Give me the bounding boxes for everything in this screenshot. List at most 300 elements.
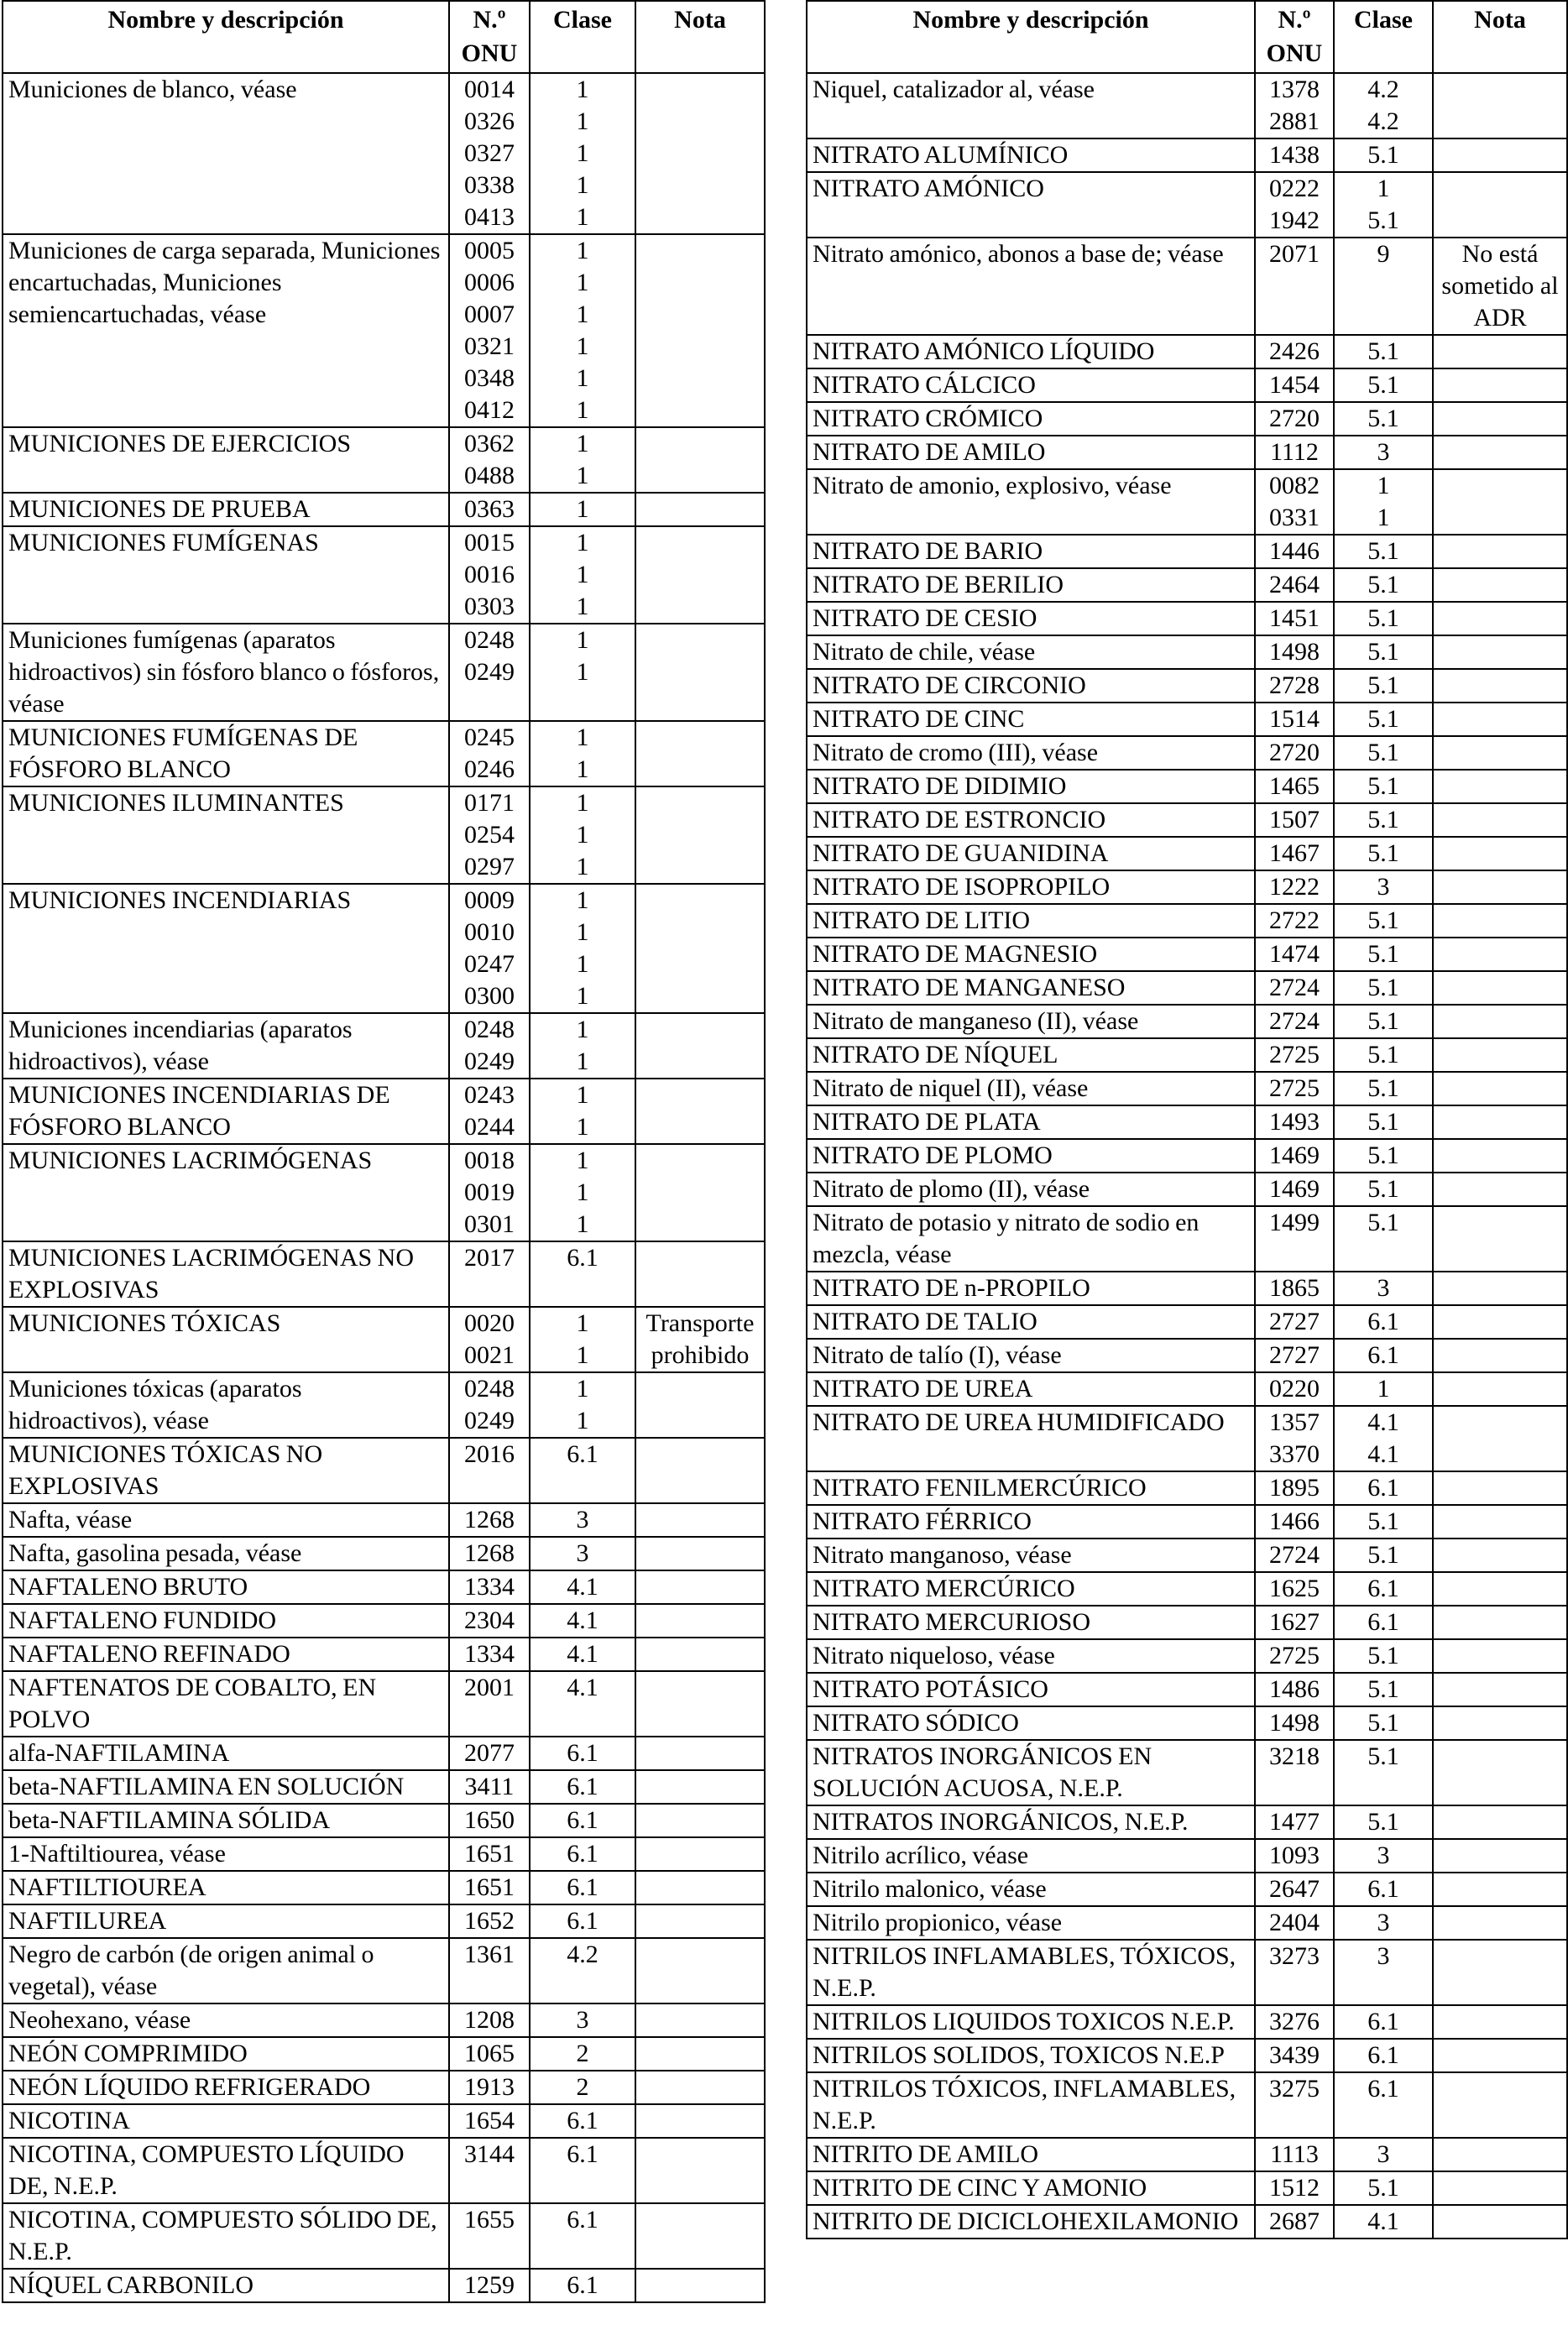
- note-cell: [635, 2003, 765, 2037]
- onu-number: 2720: [1269, 739, 1320, 766]
- table-row: [807, 703, 1567, 736]
- onu-number-cell: [1255, 803, 1334, 837]
- substance-name: 1-Naftiltiourea, véase: [3, 1837, 449, 1871]
- note-cell: [1433, 1139, 1567, 1173]
- onu-number-cell: [449, 1307, 530, 1372]
- onu-number: 0021: [464, 1341, 515, 1369]
- table-row: [807, 803, 1567, 837]
- onu-number-cell: [449, 786, 530, 884]
- class-cell: [530, 1904, 635, 1938]
- onu-number-cell: [1255, 1305, 1334, 1339]
- table-row: [807, 2171, 1567, 2205]
- substance-name: MUNICIONES DE PRUEBA: [3, 493, 449, 526]
- hazard-class: 1: [576, 755, 589, 783]
- note-cell: [1433, 2005, 1567, 2039]
- note-cell: [1433, 1873, 1567, 1906]
- table-row: [3, 73, 765, 234]
- right-dangerous-goods-table: [806, 0, 1568, 2239]
- table-row: [3, 1804, 765, 1837]
- hazard-class: 3: [1377, 873, 1390, 901]
- onu-number: 0362: [464, 430, 515, 457]
- note-cell: [635, 721, 765, 786]
- onu-number-cell: [449, 2138, 530, 2203]
- table-row: [807, 1139, 1567, 1173]
- substance-name: Municiones tóxicas (aparatos hidroactivos), véase: [3, 1372, 449, 1438]
- header-clase: Clase: [1334, 1, 1433, 73]
- hazard-class: 6.1: [567, 1244, 598, 1272]
- onu-number: 1446: [1269, 537, 1320, 565]
- substance-name: Nitrato amónico, abonos a base de; véase: [807, 238, 1255, 335]
- hazard-class: 1: [1377, 175, 1390, 202]
- substance-name: NITRATO ALUMÍNICO: [807, 138, 1255, 172]
- table-row: [807, 1839, 1567, 1873]
- hazard-class: 1: [576, 724, 589, 751]
- note-cell: [1433, 73, 1567, 138]
- onu-number: 0082: [1269, 472, 1320, 499]
- note-cell: [1433, 335, 1567, 368]
- substance-name: NITRATO DE LITIO: [807, 904, 1255, 938]
- onu-number-cell: [1255, 1005, 1334, 1038]
- onu-number-cell: [1255, 469, 1334, 535]
- onu-number: 2727: [1269, 1308, 1320, 1335]
- note-cell: [635, 1671, 765, 1737]
- class-cell: [530, 1144, 635, 1241]
- onu-number: 1498: [1269, 1709, 1320, 1737]
- hazard-class: 1: [576, 396, 589, 424]
- class-cell: [1334, 803, 1433, 837]
- hazard-class: 1: [576, 139, 589, 167]
- substance-name: NITRATO DE ESTRONCIO: [807, 803, 1255, 837]
- class-cell: [530, 1372, 635, 1438]
- table-row: [807, 1072, 1567, 1105]
- onu-number: 0413: [464, 203, 515, 231]
- onu-number: 2404: [1269, 1909, 1320, 1936]
- class-cell: [530, 234, 635, 427]
- hazard-class: 4.1: [567, 1573, 598, 1601]
- note-cell: [635, 526, 765, 624]
- table-row: [807, 138, 1567, 172]
- onu-number-cell: [1255, 1572, 1334, 1606]
- table-row: [3, 1013, 765, 1079]
- table-row: [807, 1339, 1567, 1372]
- note-cell: [1433, 568, 1567, 602]
- onu-number: 0248: [464, 1375, 515, 1403]
- hazard-class: 1: [576, 529, 589, 556]
- onu-number: 2647: [1269, 1875, 1320, 1903]
- class-cell: [1334, 1038, 1433, 1072]
- class-cell: [1334, 1606, 1433, 1639]
- onu-number: 2881: [1269, 107, 1320, 135]
- onu-number-cell: [449, 1904, 530, 1938]
- table-row: [807, 2039, 1567, 2072]
- note-cell: [1433, 971, 1567, 1005]
- onu-number-cell: [1255, 436, 1334, 469]
- onu-number: 2724: [1269, 1007, 1320, 1035]
- hazard-class: 6.1: [567, 1773, 598, 1800]
- hazard-class: 5.1: [1367, 206, 1399, 234]
- note-cell: [1433, 2205, 1567, 2239]
- onu-number-cell: [449, 1013, 530, 1079]
- onu-number: 2722: [1269, 906, 1320, 934]
- table-row: [3, 2138, 765, 2203]
- onu-number-cell: [1255, 938, 1334, 971]
- hazard-class: 5.1: [1367, 839, 1399, 867]
- class-cell: [530, 427, 635, 493]
- substance-name: Nitrato niqueloso, véase: [807, 1639, 1255, 1673]
- onu-number-cell: [449, 73, 530, 234]
- substance-name: NITRATO DE MANGANESO: [807, 971, 1255, 1005]
- class-cell: [530, 624, 635, 721]
- header-name: Nombre y descripción: [3, 1, 449, 73]
- hazard-class: 5.1: [1367, 806, 1399, 833]
- note-cell: [635, 624, 765, 721]
- class-cell: [1334, 1471, 1433, 1505]
- hazard-class: 4.1: [567, 1606, 598, 1634]
- hazard-class: 5.1: [1367, 671, 1399, 699]
- table-row: [3, 884, 765, 1013]
- onu-number-cell: [449, 1503, 530, 1537]
- hazard-class: 5.1: [1367, 1175, 1399, 1203]
- hazard-class: 3: [1377, 438, 1390, 466]
- onu-number-cell: [449, 234, 530, 427]
- onu-number: 0020: [464, 1309, 515, 1337]
- table-row: [807, 2138, 1567, 2171]
- onu-number-cell: [449, 1241, 530, 1307]
- hazard-class: 1: [576, 107, 589, 135]
- hazard-class: 5.1: [1367, 371, 1399, 399]
- class-cell: [530, 2138, 635, 2203]
- hazard-class: 5.1: [1367, 604, 1399, 632]
- substance-name: Nitrilo acrílico, véase: [807, 1839, 1255, 1873]
- onu-number: 0327: [464, 139, 515, 167]
- hazard-class: 1: [576, 982, 589, 1010]
- table-row: [3, 1770, 765, 1804]
- table-row: [3, 1438, 765, 1503]
- header-row: [3, 1, 765, 73]
- note-cell: [1433, 1673, 1567, 1706]
- hazard-class: 6.1: [1367, 1608, 1399, 1636]
- substance-name: NITRILOS SOLIDOS, TOXICOS N.E.P: [807, 2039, 1255, 2072]
- table-row: [807, 568, 1567, 602]
- hazard-class: 6.1: [567, 2107, 598, 2134]
- substance-name: NITRATO AMÓNICO: [807, 172, 1255, 238]
- hazard-class: 3: [1377, 2140, 1390, 2168]
- onu-number: 3411: [464, 1773, 515, 1800]
- onu-number-cell: [1255, 2171, 1334, 2205]
- table-row: [807, 602, 1567, 635]
- note-cell: [1433, 1005, 1567, 1038]
- note-cell: [635, 2269, 765, 2302]
- class-cell: [530, 1770, 635, 1804]
- hazard-class: 1: [576, 203, 589, 231]
- note-cell: [1433, 837, 1567, 870]
- class-cell: [1334, 1072, 1433, 1105]
- substance-name: NITRATO DE NÍQUEL: [807, 1038, 1255, 1072]
- hazard-class: 1: [576, 886, 589, 914]
- hazard-class: 1: [576, 364, 589, 392]
- onu-number-cell: [449, 493, 530, 526]
- substance-name: Neohexano, véase: [3, 2003, 449, 2037]
- table-row: [807, 736, 1567, 770]
- class-cell: [1334, 1505, 1433, 1539]
- onu-number-cell: [1255, 669, 1334, 703]
- hazard-class: 3: [576, 2006, 589, 2034]
- substance-name: NÍQUEL CARBONILO: [3, 2269, 449, 2302]
- hazard-class: 6.1: [1367, 1308, 1399, 1335]
- note-cell: [1433, 1505, 1567, 1539]
- onu-number: 1259: [464, 2271, 515, 2299]
- onu-number: 1507: [1269, 806, 1320, 833]
- note-cell: [1433, 669, 1567, 703]
- hazard-class: 5.1: [1367, 772, 1399, 800]
- onu-number: 0300: [464, 982, 515, 1010]
- note-cell: [1433, 138, 1567, 172]
- onu-number-cell: [449, 1804, 530, 1837]
- class-cell: [1334, 703, 1433, 736]
- substance-name: NITRATO DE MAGNESIO: [807, 938, 1255, 971]
- onu-number-cell: [1255, 73, 1334, 138]
- onu-number: 2017: [464, 1244, 515, 1272]
- onu-number: 0488: [464, 462, 515, 489]
- note-cell: [1433, 1572, 1567, 1606]
- class-cell: [1334, 1339, 1433, 1372]
- hazard-class: 4.1: [1367, 2207, 1399, 2235]
- class-cell: [530, 1438, 635, 1503]
- onu-number-cell: [449, 1837, 530, 1871]
- onu-number: 1268: [464, 1506, 515, 1533]
- onu-number: 1469: [1269, 1175, 1320, 1203]
- substance-name: MUNICIONES INCENDIARIAS DE FÓSFORO BLANCO: [3, 1079, 449, 1144]
- onu-number: 2426: [1269, 337, 1320, 365]
- class-cell: [1334, 335, 1433, 368]
- note-cell: [1433, 938, 1567, 971]
- header-nota: Nota: [635, 1, 765, 73]
- onu-number: 0331: [1269, 504, 1320, 531]
- note-cell: [1433, 1906, 1567, 1940]
- note-cell: [1433, 602, 1567, 635]
- onu-number-cell: [449, 1671, 530, 1737]
- hazard-class: 6.1: [567, 1873, 598, 1901]
- hazard-class: 5.1: [1367, 1041, 1399, 1068]
- substance-name: Municiones incendiarias (aparatos hidroactivos), véase: [3, 1013, 449, 1079]
- onu-number-cell: [1255, 1139, 1334, 1173]
- hazard-class: 6.1: [1367, 2075, 1399, 2103]
- hazard-class: 1: [576, 171, 589, 199]
- table-row: [807, 669, 1567, 703]
- table-row: [3, 234, 765, 427]
- onu-number: 1474: [1269, 940, 1320, 968]
- hazard-class: 6.1: [1367, 2008, 1399, 2035]
- note-cell: [635, 2138, 765, 2203]
- note-cell: [635, 884, 765, 1013]
- class-cell: [530, 1871, 635, 1904]
- table-row: [807, 1005, 1567, 1038]
- class-cell: [530, 1307, 635, 1372]
- table-row: [807, 436, 1567, 469]
- note-cell: [635, 73, 765, 234]
- note-cell: [1433, 172, 1567, 238]
- table-row: [3, 1503, 765, 1537]
- onu-number-cell: [1255, 2072, 1334, 2138]
- onu-number: 2725: [1269, 1041, 1320, 1068]
- table-row: [3, 1570, 765, 1604]
- onu-number-cell: [1255, 1906, 1334, 1940]
- class-cell: [1334, 1139, 1433, 1173]
- note-cell: No está sometido al ADR: [1433, 238, 1567, 335]
- table-row: [807, 1673, 1567, 1706]
- table-row: [3, 2071, 765, 2104]
- note-cell: [635, 427, 765, 493]
- table-row: [3, 624, 765, 721]
- substance-name: NITRILOS LIQUIDOS TOXICOS N.E.P.: [807, 2005, 1255, 2039]
- table-row: [807, 837, 1567, 870]
- class-cell: [1334, 1639, 1433, 1673]
- onu-number: 0247: [464, 950, 515, 978]
- note-cell: [1433, 1706, 1567, 1740]
- substance-name: MUNICIONES FUMÍGENAS: [3, 526, 449, 624]
- class-cell: [1334, 2138, 1433, 2171]
- class-cell: [530, 1737, 635, 1770]
- class-cell: [530, 2071, 635, 2104]
- hazard-class: 1: [576, 593, 589, 620]
- onu-number-cell: [449, 1537, 530, 1570]
- onu-number-cell: [449, 1737, 530, 1770]
- class-cell: [1334, 138, 1433, 172]
- hazard-class: 5.1: [1367, 638, 1399, 666]
- hazard-class: 5.1: [1367, 1507, 1399, 1535]
- hazard-class: 1: [576, 495, 589, 523]
- onu-number: 3439: [1269, 2041, 1320, 2069]
- hazard-class: 3: [1377, 1942, 1390, 1970]
- class-cell: [1334, 736, 1433, 770]
- class-cell: [530, 1604, 635, 1638]
- onu-number: 1112: [1270, 438, 1319, 466]
- class-cell: [530, 1570, 635, 1604]
- substance-name: MUNICIONES TÓXICAS: [3, 1307, 449, 1372]
- class-cell: [1334, 1105, 1433, 1139]
- substance-name: Negro de carbón (de origen animal o vegetal), véase: [3, 1938, 449, 2003]
- table-row: [3, 721, 765, 786]
- note-cell: [635, 2104, 765, 2138]
- hazard-class: 6.1: [567, 2271, 598, 2299]
- hazard-class: 1: [576, 462, 589, 489]
- class-cell: [530, 2037, 635, 2071]
- onu-number: 0007: [464, 300, 515, 328]
- hazard-class: 1: [576, 1309, 589, 1337]
- onu-number: 0171: [464, 789, 515, 817]
- note-cell: [1433, 1639, 1567, 1673]
- table-row: [3, 526, 765, 624]
- substance-name: MUNICIONES INCENDIARIAS: [3, 884, 449, 1013]
- onu-number: 3276: [1269, 2008, 1320, 2035]
- table-row: [3, 427, 765, 493]
- class-cell: [1334, 2072, 1433, 2138]
- note-cell: [635, 786, 765, 884]
- onu-number-cell: [449, 1144, 530, 1241]
- onu-number-cell: [449, 1638, 530, 1671]
- onu-number: 1438: [1269, 141, 1320, 169]
- substance-name: NAFTENATOS DE COBALTO, EN POLVO: [3, 1671, 449, 1737]
- substance-name: Municiones fumígenas (aparatos hidroactivos) sin fósforo blanco o fósforos, véase: [3, 624, 449, 721]
- note-cell: [1433, 436, 1567, 469]
- hazard-class: 1: [576, 918, 589, 946]
- header-row: [807, 1, 1567, 73]
- onu-number-cell: [1255, 368, 1334, 402]
- hazard-class: 6.1: [1367, 2041, 1399, 2069]
- hazard-class: 1: [576, 1178, 589, 1206]
- hazard-class: 3: [576, 1506, 589, 1533]
- substance-name: NICOTINA, COMPUESTO SÓLIDO DE, N.E.P.: [3, 2203, 449, 2269]
- table-row: [807, 1539, 1567, 1572]
- class-cell: [1334, 770, 1433, 803]
- onu-number-cell: [449, 1079, 530, 1144]
- onu-number-cell: [1255, 870, 1334, 904]
- onu-number: 0363: [464, 495, 515, 523]
- hazard-class: 5.1: [1367, 1074, 1399, 1102]
- note-cell: [1433, 1072, 1567, 1105]
- hazard-class: 5.1: [1367, 1541, 1399, 1569]
- onu-number-cell: [1255, 2039, 1334, 2072]
- note-cell: [1433, 2039, 1567, 2072]
- note-cell: [635, 234, 765, 427]
- substance-name: NITRATO SÓDICO: [807, 1706, 1255, 1740]
- class-cell: [530, 2203, 635, 2269]
- table-row: [807, 1173, 1567, 1206]
- table-row: [807, 238, 1567, 335]
- onu-number: 1486: [1269, 1675, 1320, 1703]
- note-cell: [1433, 635, 1567, 669]
- hazard-class: 5.1: [1367, 1709, 1399, 1737]
- onu-number-cell: [1255, 1072, 1334, 1105]
- hazard-class: 6.1: [1367, 1875, 1399, 1903]
- table-row: [807, 2072, 1567, 2138]
- substance-name: NITRATO DE UREA HUMIDIFICADO: [807, 1406, 1255, 1471]
- hazard-class: 6.1: [1367, 1474, 1399, 1502]
- onu-number: 1652: [464, 1907, 515, 1935]
- onu-number-cell: [449, 2071, 530, 2104]
- note-cell: [1433, 1305, 1567, 1339]
- onu-number: 3275: [1269, 2075, 1320, 2103]
- class-cell: [530, 1503, 635, 1537]
- table-row: [807, 1305, 1567, 1339]
- hazard-class: 6.1: [567, 2206, 598, 2233]
- class-cell: [530, 1638, 635, 1671]
- class-cell: [530, 493, 635, 526]
- onu-number-cell: [1255, 1505, 1334, 1539]
- class-cell: [530, 1804, 635, 1837]
- note-cell: [1433, 535, 1567, 568]
- hazard-class: 1: [576, 332, 589, 360]
- hazard-class: 5.1: [1367, 1808, 1399, 1836]
- onu-number: 1467: [1269, 839, 1320, 867]
- onu-number: 0246: [464, 755, 515, 783]
- table-row: [807, 535, 1567, 568]
- table-row: [807, 770, 1567, 803]
- class-cell: [1334, 1740, 1433, 1805]
- class-cell: [530, 1671, 635, 1737]
- note-cell: [635, 1144, 765, 1241]
- substance-name: NITRATO DE TALIO: [807, 1305, 1255, 1339]
- note-cell: [1433, 1105, 1567, 1139]
- class-cell: [1334, 635, 1433, 669]
- onu-number-cell: [1255, 602, 1334, 635]
- onu-number-cell: [1255, 2205, 1334, 2239]
- onu-number: 2464: [1269, 571, 1320, 598]
- onu-number: 0254: [464, 821, 515, 849]
- onu-number: 0018: [464, 1147, 515, 1174]
- note-cell: [1433, 1940, 1567, 2005]
- onu-number: 1113: [1270, 2140, 1319, 2168]
